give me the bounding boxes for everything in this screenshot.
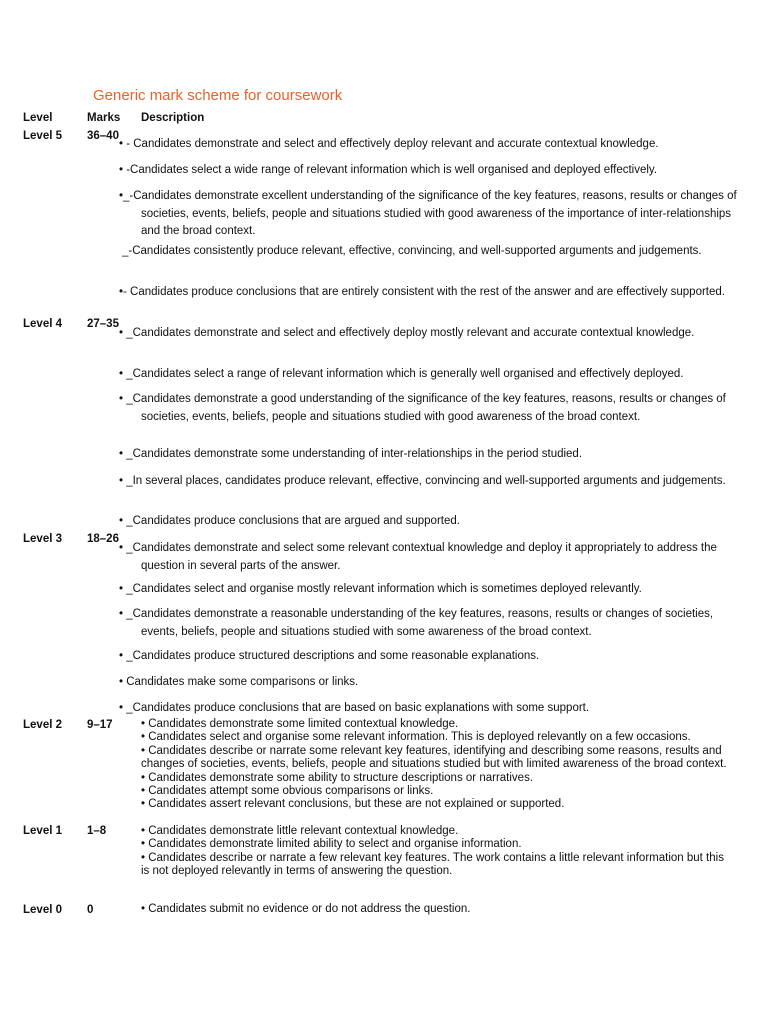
level-5-item: _-Candidates consistently produce relevant, effective, convincing, and well-supported arguments and judgements. — [122, 245, 702, 257]
level-4-item: • _Candidates produce conclusions that are argued and supported. — [119, 515, 460, 527]
level-5-item: • - Candidates demonstrate and select and effectively deploy relevant and accurate contextual knowledge. — [119, 138, 659, 150]
header-marks: Marks — [87, 112, 121, 124]
level-0-item: • Candidates submit no evidence or do not address the question. — [141, 903, 471, 915]
header-level: Level — [23, 112, 53, 124]
level-1-marks: 1–8 — [87, 825, 107, 837]
level-4-marks: 27–35 — [87, 318, 119, 330]
level-3-item: • _Candidates demonstrate and select some relevant contextual knowledge and deploy it appropriately to address the question in several parts of the answer. — [119, 542, 717, 572]
level-4-item: • _Candidates demonstrate a good understanding of the significance of the key features, reasons, results or changes of societies, events, beliefs, people and situations studied with good awareness of the broad context. — [119, 393, 726, 423]
level-3-item: • _Candidates demonstrate a reasonable understanding of the key features, reasons, results or changes of societies, events, beliefs, people and situations studied with some awareness of the broad context. — [119, 608, 714, 638]
level-2-item: • Candidates select and organise some relevant information. This is deployed relevantly on a few occasions. — [141, 731, 691, 744]
level-3-marks: 18–26 — [87, 533, 119, 545]
level-4-label: Level 4 — [23, 318, 62, 330]
level-5-item: • -Candidates select a wide range of relevant information which is well organised and deployed effectively. — [119, 164, 658, 176]
level-4-item: • _Candidates demonstrate and select and effectively deploy mostly relevant and accurate contextual knowledge. — [119, 327, 695, 339]
level-2-item: • Candidates demonstrate some limited contextual knowledge. — [141, 718, 459, 730]
level-2-item: • Candidates assert relevant conclusions, but these are not explained or supported. — [141, 798, 565, 811]
level-5-label: Level 5 — [23, 130, 62, 142]
level-3-item: • _Candidates select and organise mostly relevant information which is sometimes deployed relevantly. — [119, 583, 642, 595]
level-2-descriptors — [141, 718, 741, 812]
level-0-marks: 0 — [87, 904, 94, 916]
level-2-item: • Candidates describe or narrate some relevant key features, identifying and describing some reasons, results and changes of societies, events, beliefs, people and situations studied but with limited awareness of the broad context. — [141, 744, 727, 771]
level-4-item: • _In several places, candidates produce relevant, effective, convincing and well-supported arguments and judgements. — [119, 475, 726, 487]
level-1-item: • Candidates describe or narrate a few relevant key features. The work contains a little relevant information but this is not deployed relevantly in terms of answering the question. — [141, 851, 724, 878]
level-2-label: Level 2 — [23, 719, 62, 731]
level-0-label: Level 0 — [23, 904, 62, 916]
level-1-item: • Candidates demonstrate little relevant contextual knowledge. — [141, 825, 459, 837]
page-title: Generic mark scheme for coursework — [93, 87, 343, 104]
level-3-label: Level 3 — [23, 533, 62, 545]
level-3-item: • Candidates make some comparisons or links. — [119, 676, 359, 688]
level-0-descriptors — [141, 903, 741, 916]
level-4-item: • _Candidates demonstrate some understanding of inter-relationships in the period studied. — [119, 448, 583, 460]
level-1-descriptors — [141, 825, 741, 879]
level-1-item: • Candidates demonstrate limited ability to select and organise information. — [141, 838, 522, 851]
level-4-item: • _Candidates select a range of relevant information which is generally well organised and effectively deployed. — [119, 368, 684, 380]
level-1-label: Level 1 — [23, 825, 62, 837]
level-5-item: •_-Candidates demonstrate excellent understanding of the significance of the key features, reasons, results or changes of societies, events, beliefs, people and situations studied with good awareness of the importance of inter-relationships and the broad context. — [119, 190, 737, 237]
level-5-item: •- Candidates produce conclusions that are entirely consistent with the rest of the answer and are effectively supported. — [119, 286, 725, 298]
level-2-item: • Candidates demonstrate some ability to structure descriptions or narratives. — [141, 771, 534, 784]
level-3-item: • _Candidates produce structured descriptions and some reasonable explanations. — [119, 650, 540, 662]
level-2-marks: 9–17 — [87, 719, 113, 731]
level-3-item: • _Candidates produce conclusions that are based on basic explanations with some support. — [119, 702, 590, 714]
level-5-marks: 36–40 — [87, 130, 119, 142]
header-description: Description — [141, 112, 205, 124]
level-2-item: • Candidates attempt some obvious comparisons or links. — [141, 785, 434, 798]
